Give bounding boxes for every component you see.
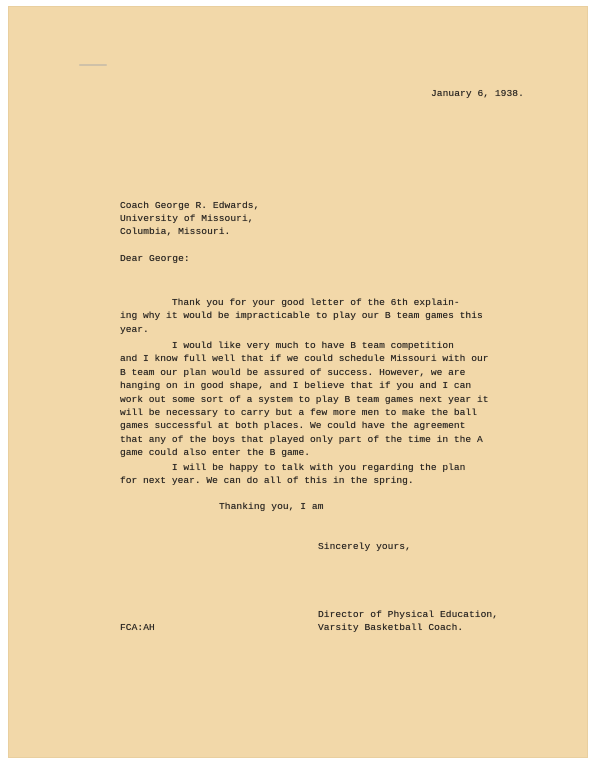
recipient-name: Coach George R. Edwards, [120, 200, 260, 211]
recipient-city: Columbia, Missouri. [120, 226, 231, 237]
complimentary-close: Sincerely yours, [318, 541, 411, 552]
closing-thanks: Thanking you, I am [219, 501, 324, 512]
paragraph-2: I would like very much to have B team competition and I know full well that if we could schedule Missouri with our B team our plan would be assured of success. However, we are hanging on in good shape, and I believe that if you and I can work out some sort of a system to play B team games next year it will be necessary to carry but a few more men to make the ball games successful at both places. We could have the agreement that any of the boys that played only part of the time in the A game could also enter the B game. [120, 340, 489, 459]
paper-blemish [79, 64, 107, 66]
salutation: Dear George: [120, 253, 190, 264]
paragraph-3: I will be happy to talk with you regarding the plan for next year. We can do all of this in the spring. [120, 462, 466, 487]
signature-title-line-2: Varsity Basketball Coach. [318, 622, 464, 633]
signature-title-line-1: Director of Physical Education, [318, 609, 499, 620]
recipient-institution: University of Missouri, [120, 213, 254, 224]
paragraph-1: Thank you for your good letter of the 6th explain- ing why it would be impracticable to play our B team games this year. [120, 297, 483, 335]
reference-initials: FCA:AH [120, 622, 155, 633]
letter-date: January 6, 1938. [431, 88, 524, 99]
